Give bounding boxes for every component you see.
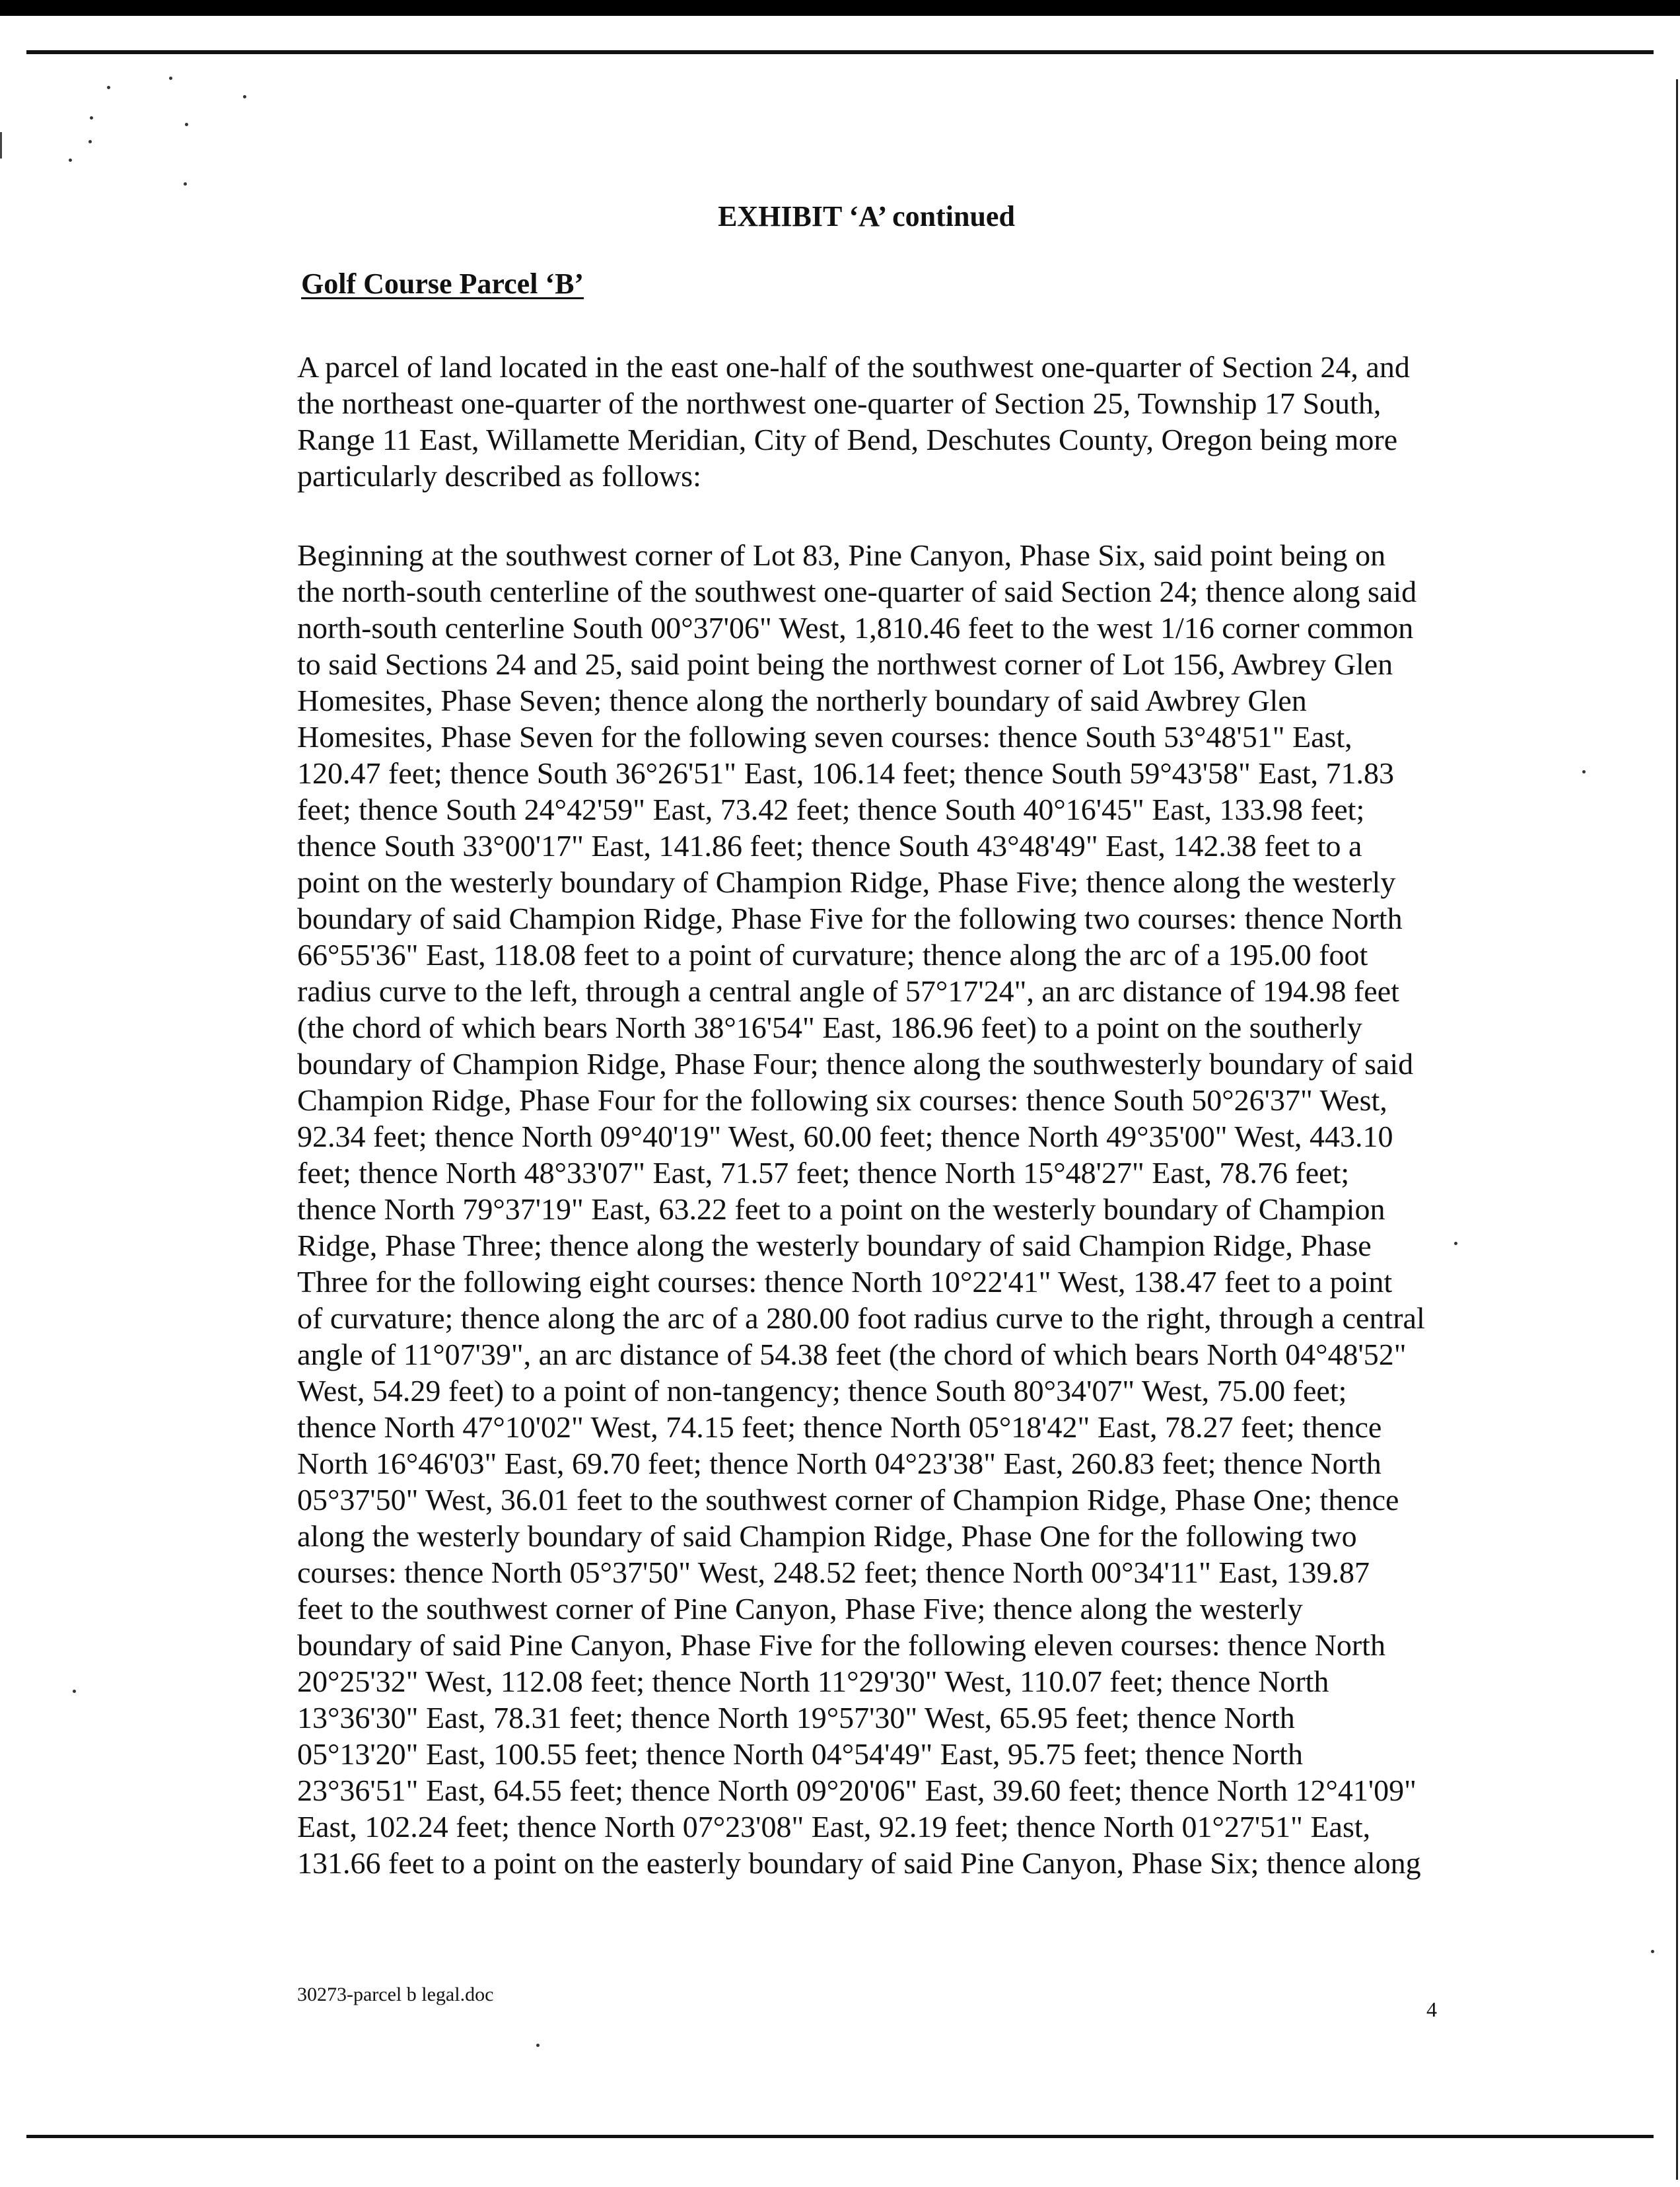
scan-speck bbox=[184, 182, 187, 186]
paragraph-line: (the chord of which bears North 38°16'54" East, 186.96 feet) to a point on the southerly bbox=[297, 1011, 1362, 1044]
paragraph-line: north-south centerline South 00°37'06" West, 1,810.46 feet to the west 1/16 corner common bbox=[297, 611, 1414, 645]
paragraph-line: Beginning at the southwest corner of Lot 83, Pine Canyon, Phase Six, said point being on bbox=[297, 538, 1386, 572]
paragraph-line: thence North 79°37'19" East, 63.22 feet to a point on the westerly boundary of Champion bbox=[297, 1192, 1385, 1226]
paragraph-line: to said Sections 24 and 25, said point being the northwest corner of Lot 156, Awbrey Glen bbox=[297, 647, 1393, 681]
paragraph-line: 20°25'32" West, 112.08 feet; thence North 11°29'30" West, 110.07 feet; thence North bbox=[297, 1665, 1329, 1698]
paragraph-line: Homesites, Phase Seven; thence along the northerly boundary of said Awbrey Glen bbox=[297, 684, 1307, 717]
header-rule bbox=[26, 50, 1654, 54]
paragraph-line: of curvature; thence along the arc of a 280.00 foot radius curve to the right, through a central bbox=[297, 1301, 1425, 1335]
paragraph-line: boundary of Champion Ridge, Phase Four; thence along the southwesterly boundary of said bbox=[297, 1047, 1414, 1081]
scan-speck bbox=[90, 116, 93, 120]
paragraph-line: A parcel of land located in the east one-half of the southwest one-quarter of Section 24, and bbox=[297, 350, 1410, 384]
paragraph-line: Ridge, Phase Three; thence along the westerly boundary of said Champion Ridge, Phase bbox=[297, 1229, 1372, 1262]
paragraph-line: West, 54.29 feet) to a point of non-tangency; thence South 80°34'07" West, 75.00 feet; bbox=[297, 1374, 1347, 1408]
paragraph-line: 66°55'36" East, 118.08 feet to a point of curvature; thence along the arc of a 195.00 foot bbox=[297, 938, 1368, 972]
scan-edge-mark bbox=[1676, 79, 1678, 2180]
scan-edge-mark bbox=[0, 132, 2, 159]
exhibit-heading: EXHIBIT ‘A’ continued bbox=[718, 200, 1015, 233]
legal-description-paragraph bbox=[297, 537, 1479, 1881]
paragraph-line: Champion Ridge, Phase Four for the following six courses: thence South 50°26'37" West, bbox=[297, 1083, 1387, 1117]
scan-top-border bbox=[0, 0, 1680, 16]
scan-speck bbox=[88, 140, 92, 143]
footer-filename: 30273-parcel b legal.doc bbox=[297, 1984, 494, 2005]
paragraph-line: feet; thence North 48°33'07" East, 71.57 feet; thence North 15°48'27" East, 78.76 feet; bbox=[297, 1156, 1350, 1190]
paragraph-line: Range 11 East, Willamette Meridian, City of Bend, Deschutes County, Oregon being more bbox=[297, 423, 1398, 456]
paragraph-line: particularly described as follows: bbox=[297, 459, 701, 493]
scan-speck bbox=[185, 123, 188, 126]
scan-speck bbox=[1651, 1950, 1654, 1953]
scan-speck bbox=[73, 1690, 76, 1693]
paragraph-line: 13°36'30" East, 78.31 feet; thence North 19°57'30" West, 65.95 feet; thence North bbox=[297, 1701, 1295, 1735]
paragraph-line: boundary of said Pine Canyon, Phase Five for the following eleven courses: thence North bbox=[297, 1628, 1385, 1662]
paragraph-line: thence South 33°00'17" East, 141.86 feet; thence South 43°48'49" East, 142.38 feet to a bbox=[297, 829, 1362, 863]
page-number: 4 bbox=[1426, 1997, 1437, 2021]
scan-speck bbox=[69, 159, 72, 162]
scan-speck bbox=[107, 86, 110, 89]
paragraph-line: the north-south centerline of the southwest one-quarter of said Section 24; thence along said bbox=[297, 575, 1417, 608]
paragraph-line: radius curve to the left, through a central angle of 57°17'24", an arc distance of 194.98 feet bbox=[297, 974, 1399, 1008]
paragraph-line: 05°13'20" East, 100.55 feet; thence North 04°54'49" East, 95.75 feet; thence North bbox=[297, 1737, 1303, 1771]
paragraph-line: Homesites, Phase Seven for the following seven courses: thence South 53°48'51" East, bbox=[297, 720, 1352, 754]
paragraph-line: feet to the southwest corner of Pine Canyon, Phase Five; thence along the westerly bbox=[297, 1592, 1303, 1626]
paragraph-line: 92.34 feet; thence North 09°40'19" West, 60.00 feet; thence North 49°35'00" West, 443.10 bbox=[297, 1120, 1393, 1153]
paragraph-line: angle of 11°07'39", an arc distance of 54.38 feet (the chord of which bears North 04°48'52" bbox=[297, 1338, 1407, 1371]
paragraph-line: along the westerly boundary of said Champion Ridge, Phase One for the following two bbox=[297, 1519, 1357, 1553]
paragraph-line: courses: thence North 05°37'50" West, 248.52 feet; thence North 00°34'11" East, 139.87 bbox=[297, 1556, 1370, 1589]
scan-speck bbox=[536, 2044, 540, 2047]
scan-speck bbox=[243, 95, 246, 98]
paragraph-line: Three for the following eight courses: thence North 10°22'41" West, 138.47 feet to a point bbox=[297, 1265, 1393, 1299]
paragraph-line: North 16°46'03" East, 69.70 feet; thence North 04°23'38" East, 260.83 feet; thence North bbox=[297, 1447, 1382, 1480]
paragraph-line: 131.66 feet to a point on the easterly boundary of said Pine Canyon, Phase Six; thence along bbox=[297, 1846, 1421, 1880]
paragraph-line: 23°36'51" East, 64.55 feet; thence North 09°20'06" East, 39.60 feet; thence North 12°41'09" bbox=[297, 1774, 1417, 1807]
paragraph-line: feet; thence South 24°42'59" East, 73.42 feet; thence South 40°16'45" East, 133.98 feet; bbox=[297, 793, 1365, 826]
paragraph-line: 120.47 feet; thence South 36°26'51" East, 106.14 feet; thence South 59°43'58" East, 71.83 bbox=[297, 756, 1395, 790]
footer-rule bbox=[26, 2135, 1654, 2138]
paragraph-line: point on the westerly boundary of Champion Ridge, Phase Five; thence along the westerly bbox=[297, 865, 1396, 899]
scan-speck bbox=[1582, 770, 1586, 773]
paragraph-line: the northeast one-quarter of the northwest one-quarter of Section 25, Township 17 South, bbox=[297, 386, 1382, 420]
intro-paragraph bbox=[297, 349, 1479, 494]
paragraph-line: boundary of said Champion Ridge, Phase Five for the following two courses: thence North bbox=[297, 902, 1403, 935]
paragraph-line: East, 102.24 feet; thence North 07°23'08" East, 92.19 feet; thence North 01°27'51" East, bbox=[297, 1810, 1371, 1844]
paragraph-line: 05°37'50" West, 36.01 feet to the southwest corner of Champion Ridge, Phase One; thence bbox=[297, 1483, 1399, 1517]
parcel-subheading: Golf Course Parcel ‘B’ bbox=[301, 268, 584, 300]
scan-speck bbox=[169, 77, 172, 80]
paragraph-line: thence North 47°10'02" West, 74.15 feet; thence North 05°18'42" East, 78.27 feet; thence bbox=[297, 1410, 1382, 1444]
